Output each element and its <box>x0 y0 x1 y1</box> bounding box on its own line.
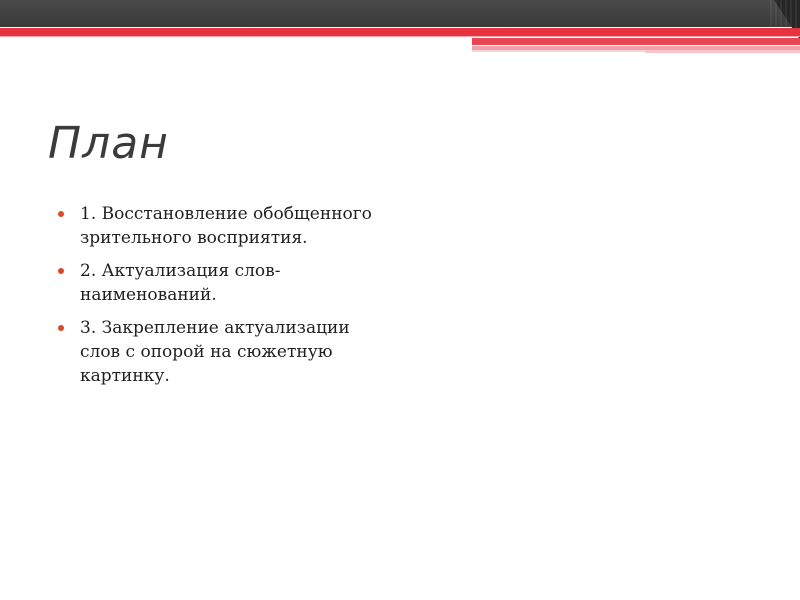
bullet-item <box>55 316 395 388</box>
slide-title: План <box>48 118 169 169</box>
header-band <box>0 0 800 27</box>
bullet-text: 2. Актуализация слов-наименований. <box>80 261 281 305</box>
accent-stripe-right-tertiary <box>645 50 800 53</box>
accent-stripe-right-faint <box>472 50 645 52</box>
bullet-list <box>55 202 395 397</box>
bullet-dot-icon <box>58 211 64 217</box>
bullet-text: 1. Восстановление обобщенного зрительного восприятия. <box>80 204 372 248</box>
bullet-item <box>55 202 395 250</box>
bullet-text: 3. Закрепление актуализации слов с опорой на сюжетную картинку. <box>80 318 350 386</box>
accent-stripe-right <box>472 38 800 45</box>
accent-stripe <box>0 28 800 36</box>
bullet-dot-icon <box>58 325 64 331</box>
bullet-item <box>55 259 395 307</box>
bullet-dot-icon <box>58 268 64 274</box>
accent-stripe-thin <box>0 36 800 37</box>
